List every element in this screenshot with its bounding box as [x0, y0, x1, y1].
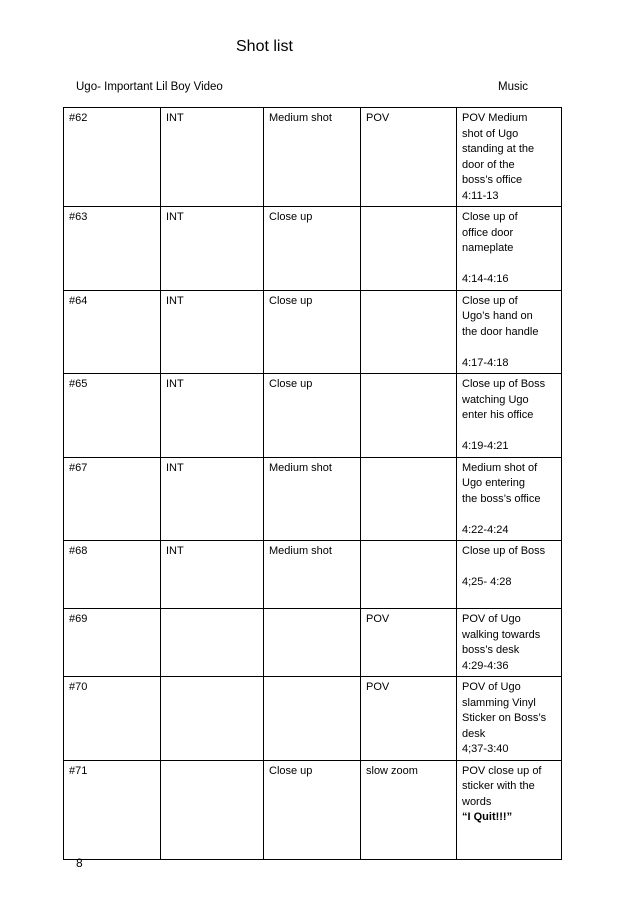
description-line: watching Ugo: [462, 393, 529, 406]
description-line: 4;37-3:40: [462, 743, 509, 755]
shot-num-cell: #63: [64, 207, 161, 291]
description-line: [462, 340, 556, 356]
shot-num-cell: #62: [64, 108, 161, 207]
shot-loc-cell: [161, 677, 264, 761]
description-line: Close up of Boss: [462, 378, 546, 390]
shot-angle-cell: POV: [361, 677, 457, 761]
shot-description-cell: [457, 541, 562, 609]
description-line: [462, 507, 556, 523]
shot-angle-cell: [361, 374, 457, 458]
shot-description-cell: [457, 457, 562, 541]
description-line: POV of Ugo: [462, 681, 521, 693]
shot-description-cell: [457, 760, 562, 859]
table-row: [64, 760, 562, 859]
description-line: POV close up of: [462, 764, 542, 777]
table-row: [64, 457, 562, 541]
shot-description-cell: [457, 290, 562, 374]
description-line: 4;25- 4:28: [462, 576, 512, 588]
page-title: Shot list: [236, 38, 293, 55]
description-line: boss’s desk: [462, 644, 520, 656]
table-row: [64, 609, 562, 677]
description-line: Medium shot of: [462, 461, 538, 474]
description-line: slamming Vinyl: [462, 696, 536, 709]
shot-loc-cell: INT: [161, 108, 264, 207]
page-number: 8: [76, 856, 83, 870]
shot-num-cell: #67: [64, 457, 161, 541]
music-label: Music: [498, 81, 529, 93]
shot-num-cell: #69: [64, 609, 161, 677]
shot-shot-cell: [264, 609, 361, 677]
shot-loc-cell: INT: [161, 374, 264, 458]
description-line: Close up of: [462, 211, 518, 223]
description-line: office door: [462, 226, 514, 239]
table-row: [64, 677, 562, 761]
shot-angle-cell: slow zoom: [361, 760, 457, 859]
shot-loc-cell: INT: [161, 541, 264, 609]
shot-shot-cell: Medium shot: [264, 108, 361, 207]
description-line: [462, 424, 556, 440]
description-line: POV Medium: [462, 112, 528, 124]
table-row: [64, 374, 562, 458]
shot-num-cell: #70: [64, 677, 161, 761]
description-line: desk: [462, 727, 486, 740]
description-line: [462, 841, 556, 857]
table-row: [64, 207, 562, 291]
table-row: [64, 541, 562, 609]
shot-shot-cell: Medium shot: [264, 541, 361, 609]
description-line: “I Quit!!!”: [462, 811, 513, 823]
shot-num-cell: #71: [64, 760, 161, 859]
shot-loc-cell: INT: [161, 207, 264, 291]
description-line: 4:19-4:21: [462, 440, 509, 452]
description-line: 4:11-13: [462, 189, 499, 202]
description-line: 4:22-4:24: [462, 523, 509, 536]
description-line: [462, 826, 556, 842]
description-line: Ugo’s hand on: [462, 310, 533, 322]
shot-angle-cell: [361, 290, 457, 374]
description-line: [462, 591, 556, 607]
description-line: [462, 257, 556, 273]
description-line: the boss’s office: [462, 492, 541, 505]
table-row: [64, 290, 562, 374]
shot-shot-cell: [264, 677, 361, 761]
shot-angle-cell: [361, 457, 457, 541]
project-title: Ugo- Important Lil Boy Video: [76, 81, 223, 93]
shot-loc-cell: [161, 609, 264, 677]
shot-loc-cell: INT: [161, 457, 264, 541]
description-line: door of the: [462, 158, 515, 171]
description-line: enter his office: [462, 409, 534, 421]
shot-num-cell: #65: [64, 374, 161, 458]
description-line: walking towards: [462, 628, 541, 641]
shot-loc-cell: INT: [161, 290, 264, 374]
shot-shot-cell: Close up: [264, 207, 361, 291]
description-line: sticker with the: [462, 780, 535, 792]
shot-shot-cell: Medium shot: [264, 457, 361, 541]
description-line: standing at the: [462, 143, 535, 155]
shot-angle-cell: POV: [361, 108, 457, 207]
shot-angle-cell: [361, 207, 457, 291]
description-line: 4:14-4:16: [462, 273, 509, 285]
shot-shot-cell: Close up: [264, 374, 361, 458]
description-line: boss’s office: [462, 174, 523, 186]
shot-description-cell: [457, 207, 562, 291]
shot-angle-cell: POV: [361, 609, 457, 677]
shot-loc-cell: [161, 760, 264, 859]
shot-shot-cell: Close up: [264, 290, 361, 374]
description-line: 4:29-4:36: [462, 659, 509, 672]
shot-shot-cell: Close up: [264, 760, 361, 859]
description-line: [462, 560, 556, 576]
description-line: POV of Ugo: [462, 613, 521, 625]
shot-description-cell: [457, 677, 562, 761]
shot-num-cell: #68: [64, 541, 161, 609]
shot-description-cell: [457, 609, 562, 677]
description-line: Close up of: [462, 294, 518, 307]
shot-num-cell: #64: [64, 290, 161, 374]
description-line: nameplate: [462, 242, 514, 254]
description-line: shot of Ugo: [462, 127, 519, 140]
description-line: Close up of Boss: [462, 545, 546, 557]
description-line: Sticker on Boss’s: [462, 712, 547, 724]
description-line: 4:17-4:18: [462, 356, 509, 369]
shot-angle-cell: [361, 541, 457, 609]
shot-list-table: [63, 107, 562, 860]
description-line: the door handle: [462, 325, 539, 338]
description-line: words: [462, 795, 492, 808]
description-line: Ugo entering: [462, 477, 525, 489]
shot-description-cell: [457, 374, 562, 458]
table-row: [64, 108, 562, 207]
shot-description-cell: [457, 108, 562, 207]
